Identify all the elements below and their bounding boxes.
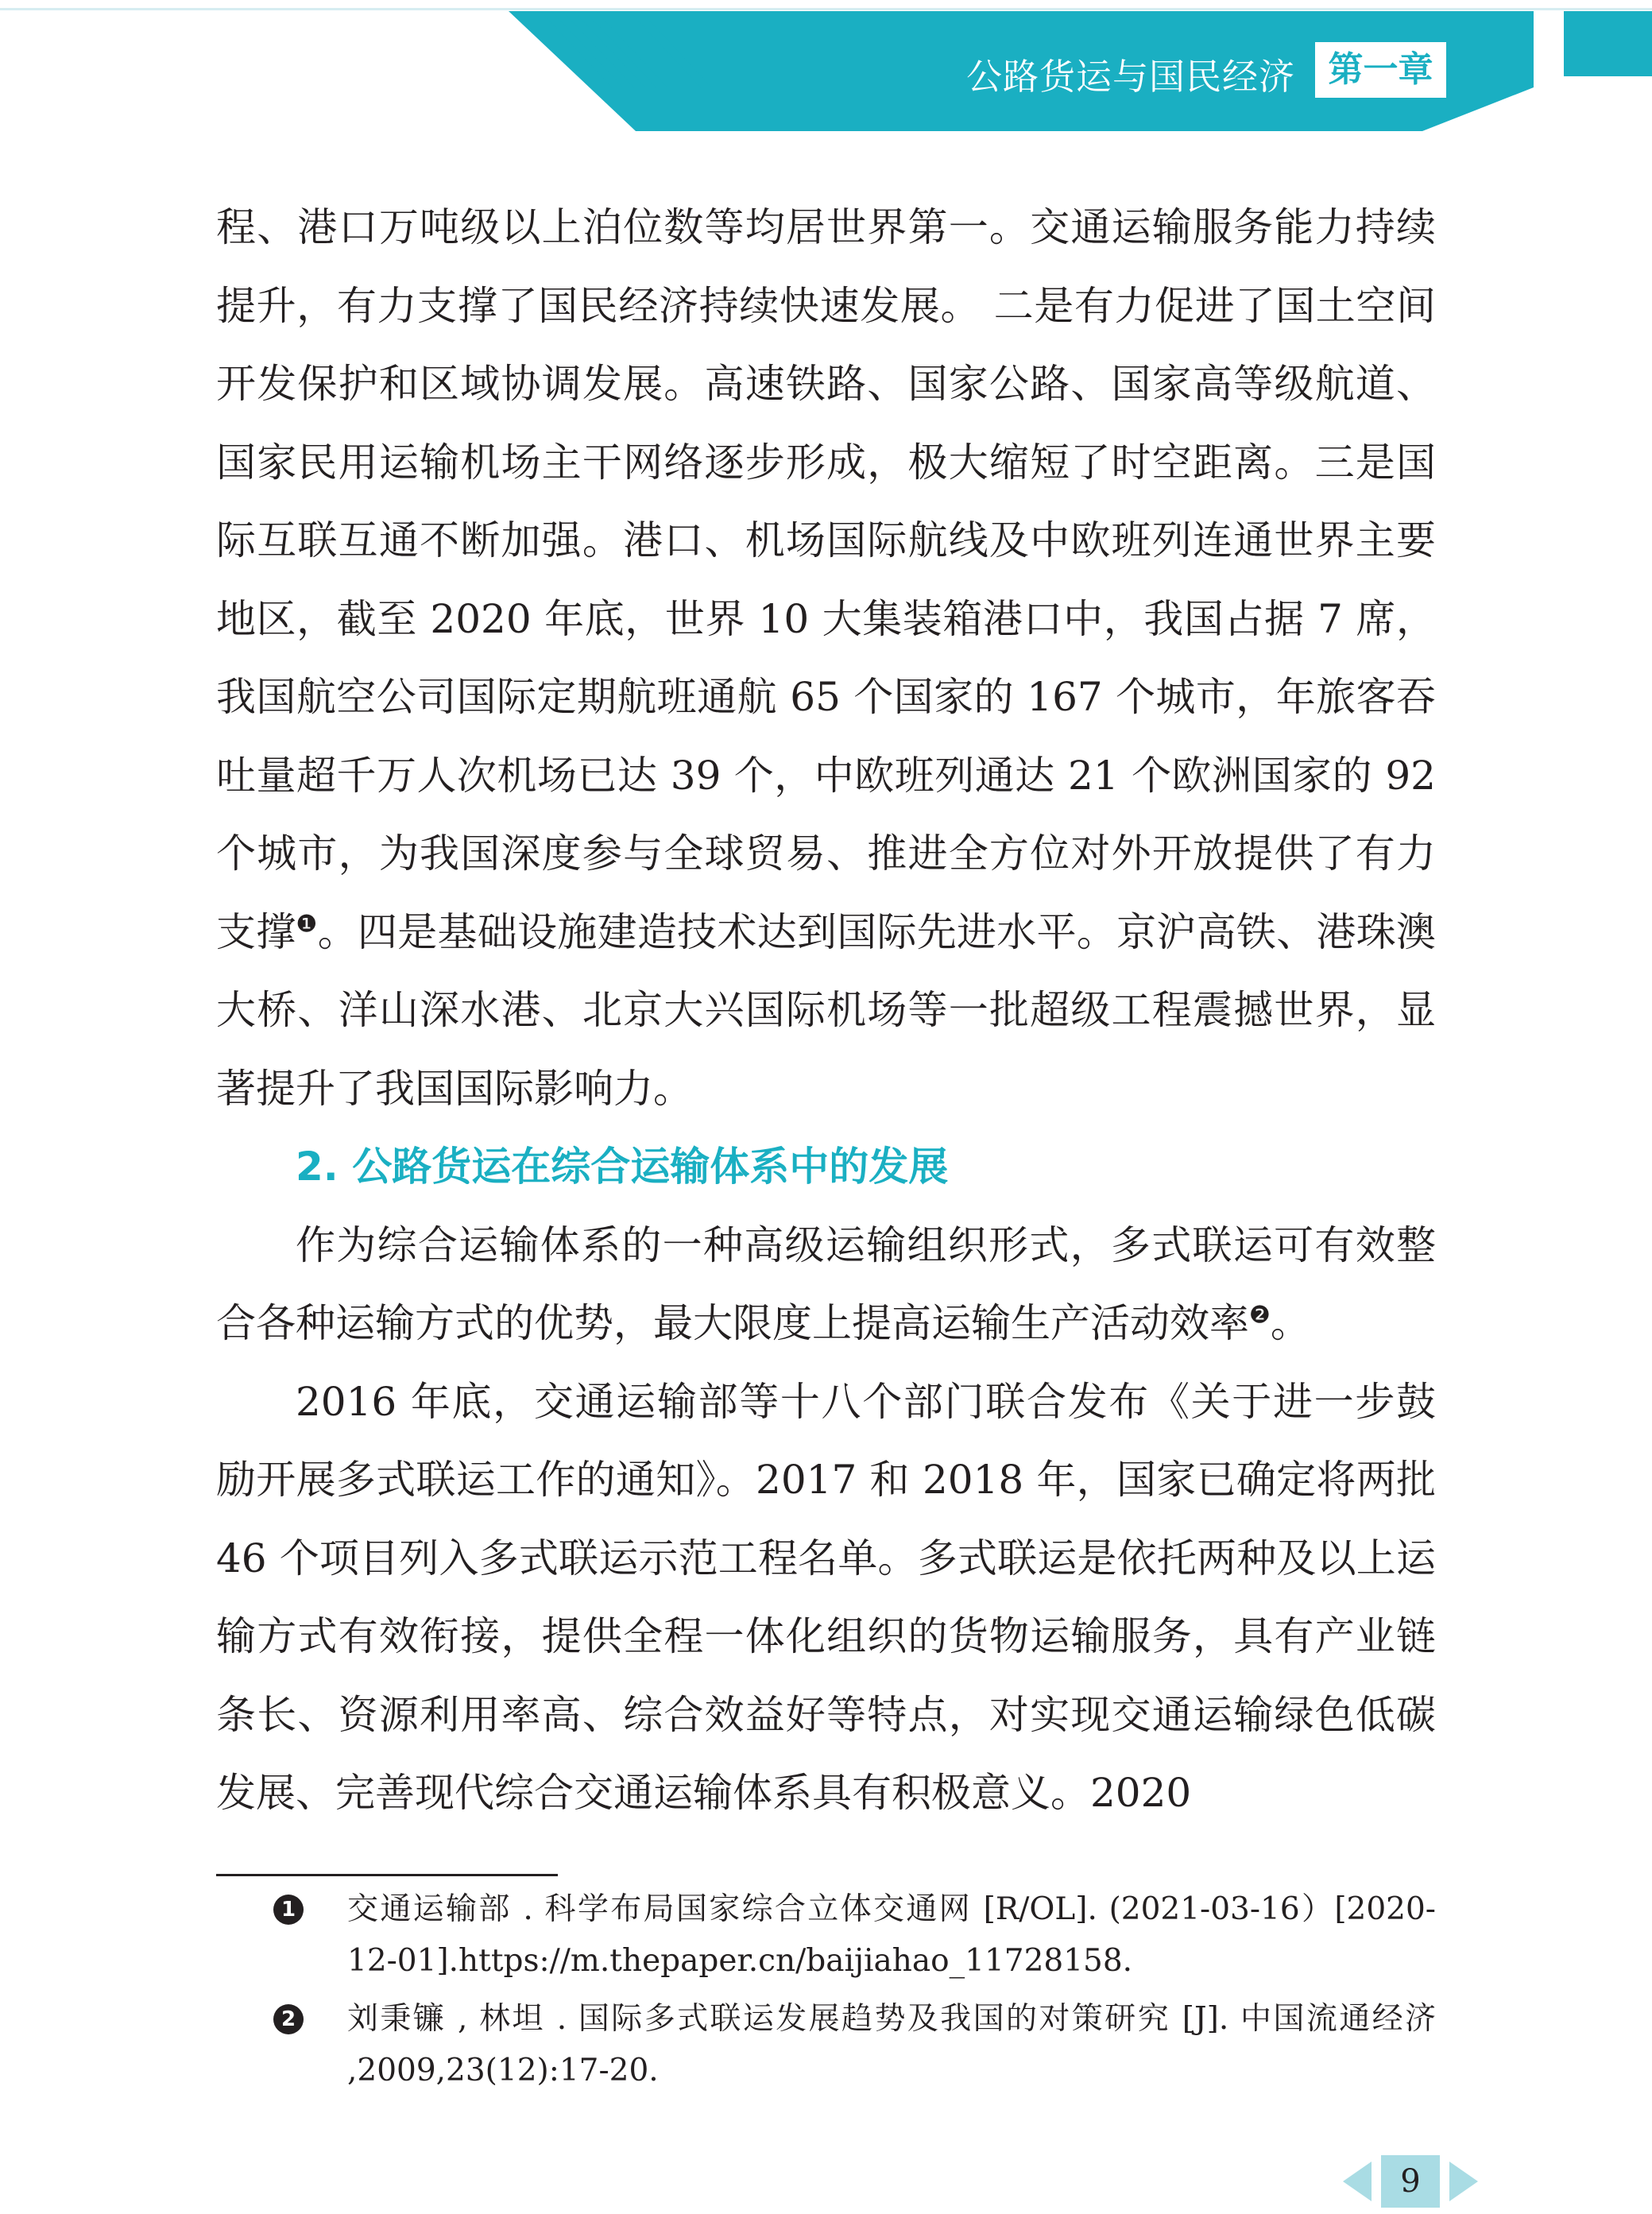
page-navigation [1343,2155,1478,2208]
footnote-item [216,1883,1436,1987]
main-text [216,188,1436,1833]
footnote-ref-2[interactable]: ❷ [1249,1301,1271,1330]
paragraph-text: 作为综合运输体系的一种高级运输组织形式，多式联运可有效整合各种运输方式的优势，最大限度上提高运输生产活动效率 [216,1221,1436,1346]
footnote-text: 刘秉镰 , 林坦 . 国际多式联运发展趋势及我国的对策研究 [J]. 中国流通经济 ,2009,23(12):17-20. [347,2001,1436,2088]
paragraph-text: 程、港口万吨级以上泊位数等均居世界第一。交通运输服务能力持续提升，有力支撑了国民经济持续快速发展。 二是有力促进了国土空间开发保护和区域协调发展。高速铁路、国家公路、国家高等级航道、国家民用运输机场主干网络逐步形成，极大缩短了时空距离。三是国际互联互通不断加强。港口、机场国际航线及中欧班列连通世界主要地区，截至 2020 年底，世界 10 大集装箱港口中，我国占据 7 席，我国航空公司国际定期航班通航 65 个国家的 167 个城市，年旅客吞吐量超千万人次机场已达 39 个，中欧班列通达 21 个欧洲国家的 92 个城市，为我国深度参与全球贸易、推进全方位对外开放提供了有力支撑 [216,204,1436,955]
paragraph [216,188,1436,1128]
next-page-arrow-icon[interactable] [1449,2162,1478,2201]
header-title: 公路货运与国民经济 [965,56,1295,98]
page-number: 9 [1381,2155,1440,2208]
footnote-item [216,1993,1436,2096]
section-heading: 2. 公路货运在综合运输体系中的发展 [296,1144,949,1190]
previous-page-arrow-icon[interactable] [1343,2162,1372,2201]
footnote-text: 交通运输部 . 科学布局国家综合立体交通网 [R/OL]. (2021-03-16）[2020-12-01].https://m.thepaper.cn/baijiahao_11728158. [347,1891,1436,1979]
paragraph-text: 。四是基础设施建造技术达到国际先进水平。京沪高铁、港珠澳大桥、洋山深水港、北京大兴国际机场等一批超级工程震撼世界，显著提升了我国国际影响力。 [216,908,1437,1112]
paragraph [216,1206,1436,1363]
footnote-divider [216,1874,558,1876]
footnotes [216,1883,1436,2103]
chapter-badge: 第一章 [1315,42,1446,98]
footnote-marker: 1 [273,1895,304,1925]
paragraph-text: 。 [1270,1300,1310,1346]
paragraph: 2016 年底，交通运输部等十八个部门联合发布《关于进一步鼓励开展多式联运工作的通知》。2017 和 2018 年，国家已确定将两批 46 个项目列入多式联运示范工程名单。多式联运是依托两种及以上运输方式有效衔接，提供全程一体化组织的货物运输服务，具有产业链条长、资源利用率高、综合效益好等特点，对实现交通运输绿色低碳发展、完善现代综合交通运输体系具有积极意义。2020 [216,1378,1436,1816]
chapter-header [0,0,1652,135]
footnote-marker: 2 [273,2004,304,2034]
footnote-ref-1[interactable]: ❶ [296,909,318,938]
